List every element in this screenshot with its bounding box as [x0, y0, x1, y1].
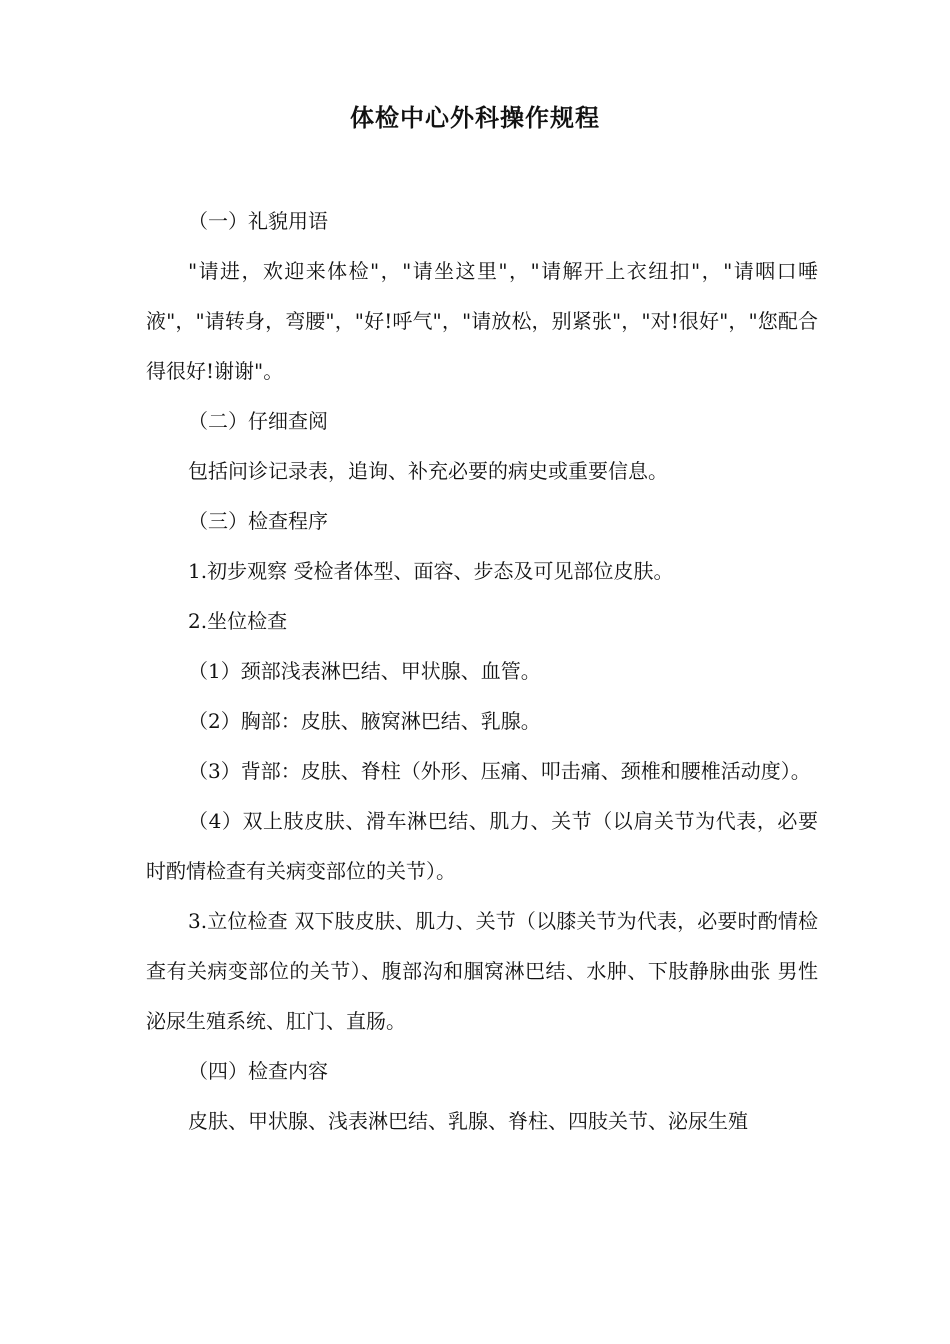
section-heading-procedure: （三）检查程序 [188, 509, 328, 533]
seated-check-item-3: （3）背部：皮肤、脊柱（外形、压痛、叩击痛、颈椎和腰椎活动度）。 [188, 759, 811, 783]
document-body [146, 196, 818, 1146]
section-heading-courtesy: （一）礼貌用语 [188, 209, 328, 233]
seated-check-item-4: （4）双上肢皮肤、滑车淋巴结、肌力、关节（以肩关节为代表，必要时酌情检查有关病变部位的关节）。 [146, 809, 818, 883]
procedure-step-2: 2.坐位检查 [188, 609, 288, 633]
courtesy-phrases-paragraph: "请进，欢迎来体检"，"请坐这里"，"请解开上衣纽扣"，"请咽口唾液"，"请转身，弯腰"，"好!呼气"，"请放松，别紧张"，"对!很好"，"您配合得很好!谢谢"。 [146, 259, 818, 383]
content-paragraph: 皮肤、甲状腺、浅表淋巴结、乳腺、脊柱、四肢关节、泌尿生殖 [188, 1109, 748, 1133]
section-heading-content: （四）检查内容 [188, 1059, 328, 1083]
review-paragraph: 包括问诊记录表，追询、补充必要的病史或重要信息。 [188, 459, 668, 483]
procedure-step-1: 1.初步观察 受检者体型、面容、步态及可见部位皮肤。 [188, 559, 674, 583]
seated-check-item-2: （2）胸部：皮肤、腋窝淋巴结、乳腺。 [188, 709, 541, 733]
section-heading-review: （二）仔细查阅 [188, 409, 328, 433]
procedure-step-3: 3.立位检查 双下肢皮肤、肌力、关节（以膝关节为代表，必要时酌情检查有关病变部位的关节）、腹部沟和腘窝淋巴结、水肿、下肢静脉曲张 男性泌尿生殖系统、肛门、直肠。 [146, 909, 818, 1033]
document-title: 体检中心外科操作规程 [350, 104, 600, 132]
seated-check-item-1: （1）颈部浅表淋巴结、甲状腺、血管。 [188, 659, 541, 683]
